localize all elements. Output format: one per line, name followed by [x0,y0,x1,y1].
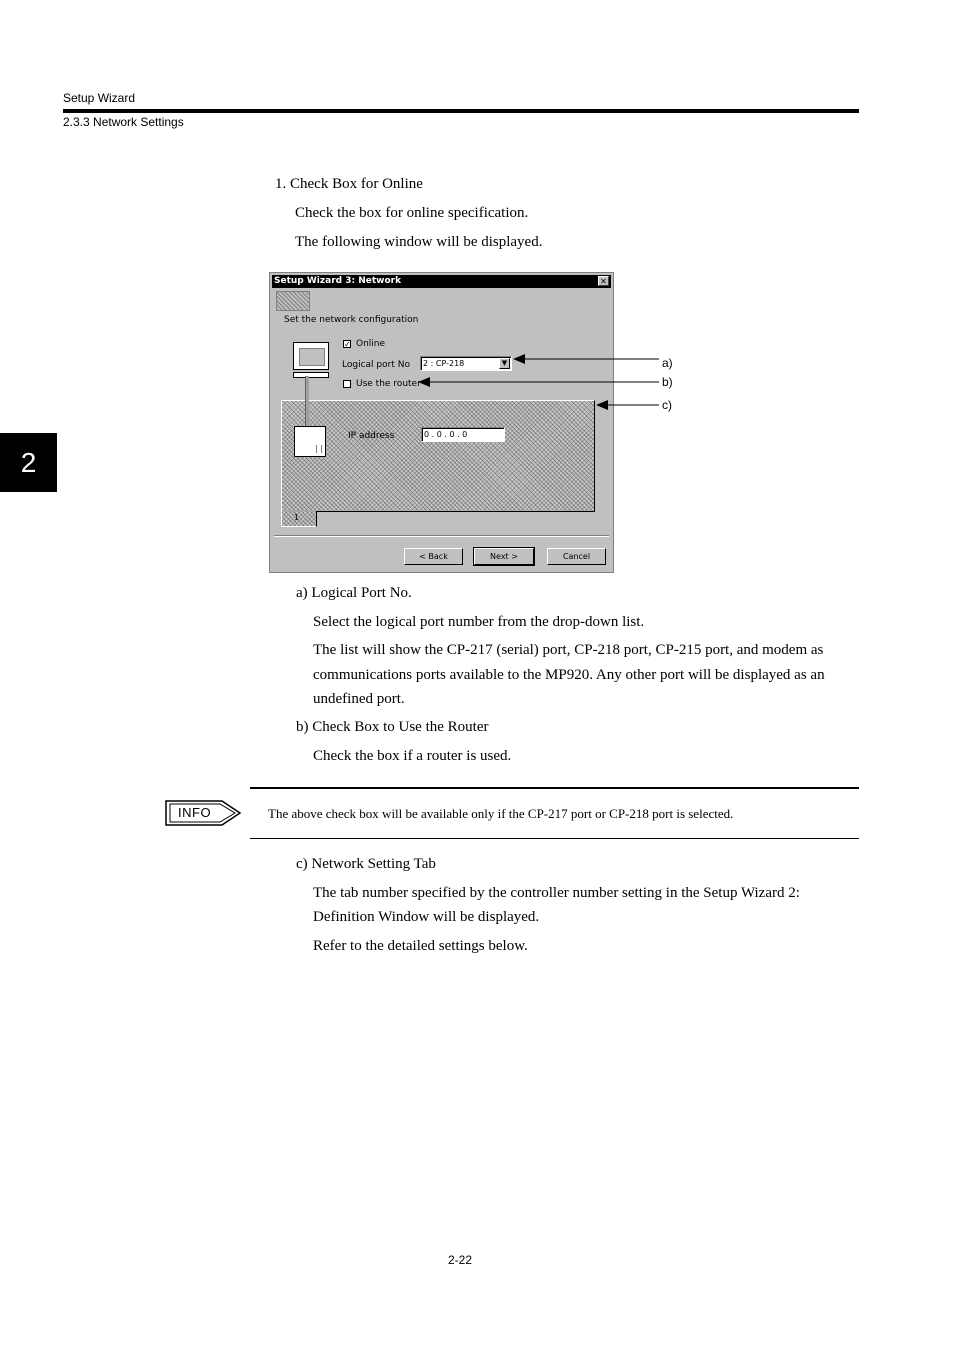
network-tab-panel [281,400,595,512]
item-b-line1: Check the box if a router is used. [313,748,512,764]
running-header-section: Setup Wizard [63,91,136,105]
use-router-label: Use the router [356,379,421,389]
item-a-title: a) Logical Port No. [296,585,412,601]
item-c-line2: Definition Window will be displayed. [313,909,540,925]
step1-line1: Check the box for online specification. [295,205,529,221]
callout-c: c) [662,398,672,412]
dialog-titlebar [272,275,611,288]
step1-title: 1. Check Box for Online [275,176,423,192]
dialog-title: Setup Wizard 3: Network [274,276,402,286]
cancel-button[interactable]: Cancel [547,548,606,565]
page-number: 2-22 [448,1253,473,1267]
dialog-separator [274,535,609,537]
item-a-line2: The list will show the CP-217 (serial) port, CP-218 port, CP-215 port, and modem as [313,642,824,658]
callout-arrows [400,345,670,415]
callout-b: b) [662,375,673,389]
online-label: Online [356,339,386,349]
wizard-icon [276,291,310,311]
network-tab-1[interactable] [281,511,317,527]
ip-address-input[interactable] [421,427,505,442]
info-text: The above check box will be available only if the CP-217 port or CP-218 port is selected. [268,806,734,821]
info-badge: INFO [178,805,212,820]
item-a-line3: communications ports available to the MP920. Any other port will be displayed as an [313,667,825,683]
callout-arrow-a [513,354,659,364]
chapter-tab: 2 [0,433,57,492]
step1-line2: The following window will be displayed. [295,234,543,250]
item-c-line1: The tab number specified by the controller number setting in the Setup Wizard 2: [313,885,800,901]
network-tab-label: 1 [294,513,300,522]
computer-icon [293,342,329,370]
item-b-title: b) Check Box to Use the Router [296,719,489,735]
ip-address-value: 0 . 0 . 0 . 0 [424,430,468,439]
callout-arrow-b [418,377,659,387]
chevron-down-icon[interactable]: ▼ [499,358,510,369]
close-icon[interactable]: ✕ [598,276,609,286]
item-a-line1: Select the logical port number from the drop-down list. [313,614,645,630]
logical-port-label: Logical port No [342,360,410,370]
online-check-mark: ✓ [344,340,351,349]
item-c-line3: Refer to the detailed settings below. [313,938,528,954]
callout-arrow-c [596,400,659,410]
controller-icon [294,426,326,457]
header-rule [63,109,859,113]
item-a-line4: undefined port. [313,691,405,707]
info-bottom-rule [250,838,859,839]
dialog-instruction: Set the network configuration [284,315,419,325]
item-c-title: c) Network Setting Tab [296,856,436,872]
logical-port-value: 2 : CP-218 [423,359,465,368]
computer-base-icon [293,372,329,378]
next-button[interactable]: Next > [474,548,534,565]
running-header-subsection: 2.3.3 Network Settings [63,115,184,129]
callout-a: a) [662,356,673,370]
ip-address-label: IP address [348,431,395,441]
online-checkbox[interactable] [343,340,351,348]
back-button[interactable]: < Back [404,548,463,565]
use-router-checkbox[interactable] [343,380,351,388]
info-top-rule [250,787,859,789]
connection-line [305,376,309,427]
setup-wizard-network-dialog [269,272,614,573]
